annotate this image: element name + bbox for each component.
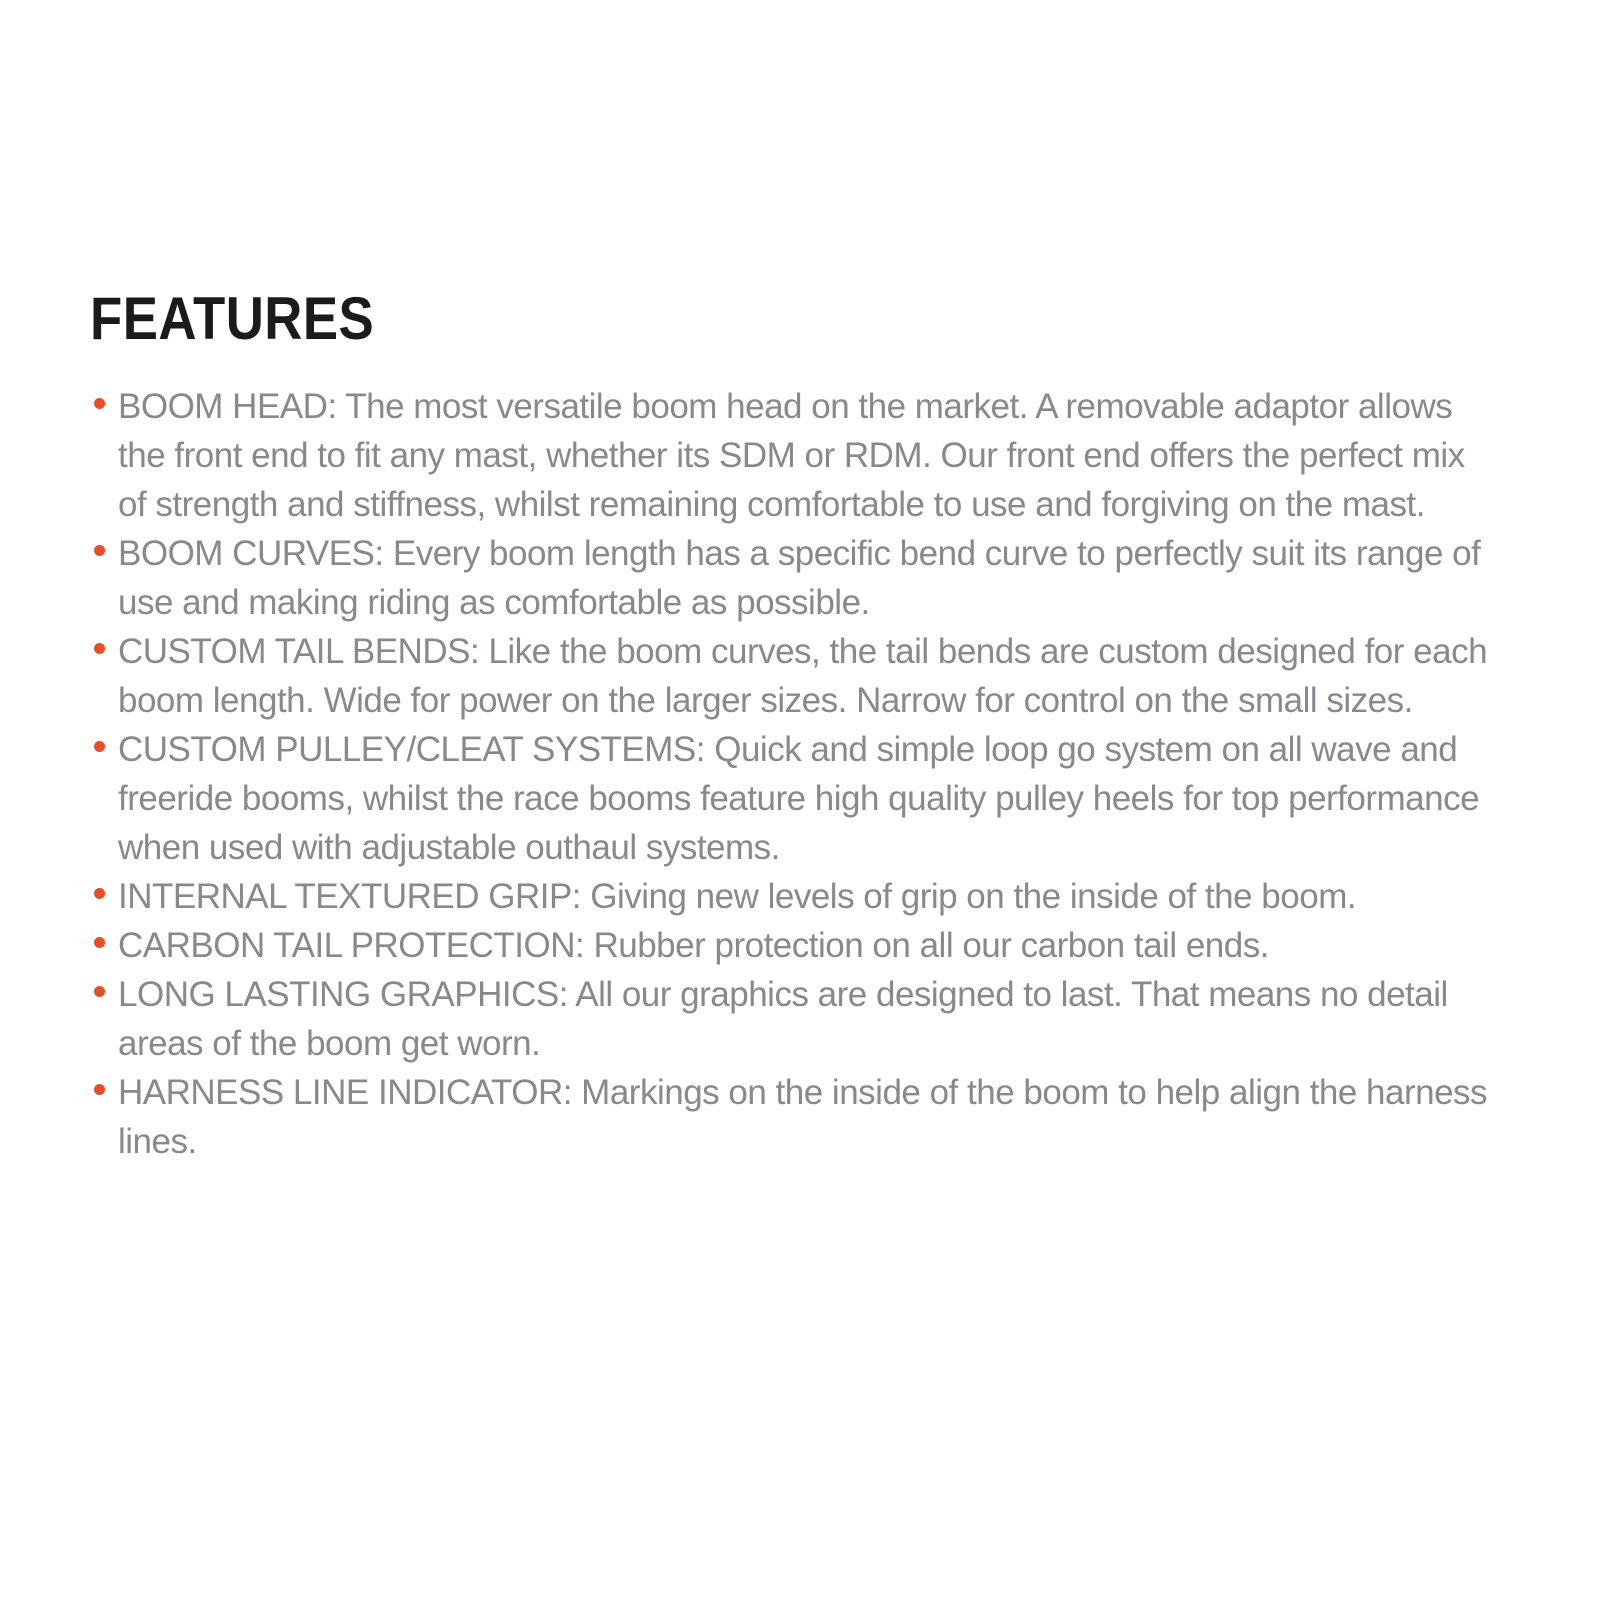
bullet-icon	[94, 398, 105, 409]
feature-item-boom-curves	[90, 529, 1488, 627]
features-heading: FEATURES	[90, 285, 375, 352]
feature-item-boom-head	[90, 382, 1488, 529]
bullet-icon	[94, 1084, 105, 1095]
feature-text: BOOM CURVES: Every boom length has a specific bend curve to perfectly suit its range of use and making riding as comfortable as possible.	[118, 534, 1481, 622]
bullet-icon	[94, 643, 105, 654]
bullet-icon	[94, 741, 105, 752]
bullet-icon	[94, 888, 105, 899]
feature-item-internal-textured-grip	[90, 872, 1488, 921]
bullet-icon	[94, 937, 105, 948]
feature-text: CUSTOM TAIL BENDS: Like the boom curves, the tail bends are custom designed for each boom length. Wide for power on the larger sizes. Narrow for control on the small sizes.	[118, 632, 1488, 720]
feature-item-long-lasting-graphics	[90, 970, 1488, 1068]
feature-text: CARBON TAIL PROTECTION: Rubber protection on all our carbon tail ends.	[118, 926, 1269, 965]
feature-text: BOOM HEAD: The most versatile boom head on the market. A removable adaptor allows the front end to fit any mast, whether its SDM or RDM. Our front end offers the perfect mix of strength and stiffness, whilst remaining comfortable to use and forgiving on the mast.	[118, 387, 1465, 524]
features-list	[90, 382, 1488, 1166]
feature-item-custom-tail-bends	[90, 627, 1488, 725]
feature-text: HARNESS LINE INDICATOR: Markings on the inside of the boom to help align the harness lines.	[118, 1073, 1488, 1161]
features-section	[90, 285, 1490, 1166]
feature-text: CUSTOM PULLEY/CLEAT SYSTEMS: Quick and simple loop go system on all wave and freeride booms, whilst the race booms feature high quality pulley heels for top performance when used with adjustable outhaul systems.	[118, 730, 1480, 867]
feature-item-custom-pulley-cleat-systems	[90, 725, 1488, 872]
feature-item-harness-line-indicator	[90, 1068, 1488, 1166]
bullet-icon	[94, 986, 105, 997]
feature-item-carbon-tail-protection	[90, 921, 1488, 970]
feature-text: LONG LASTING GRAPHICS: All our graphics are designed to last. That means no detail areas of the boom get worn.	[118, 975, 1448, 1063]
bullet-icon	[94, 545, 105, 556]
feature-text: INTERNAL TEXTURED GRIP: Giving new levels of grip on the inside of the boom.	[118, 877, 1357, 916]
